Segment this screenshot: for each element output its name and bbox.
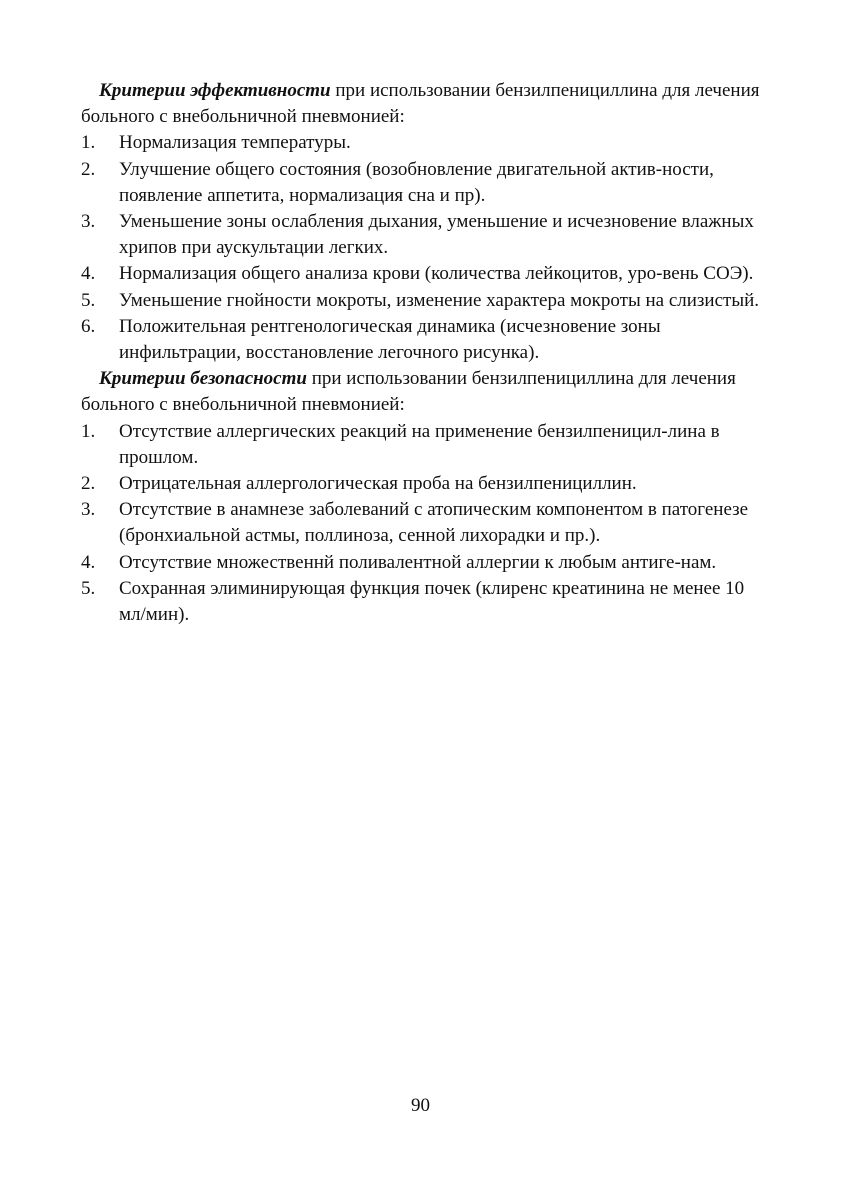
list-item-number: 1. (81, 132, 96, 154)
page-body (81, 78, 761, 628)
list-item (81, 288, 761, 314)
list-item (81, 130, 761, 156)
list-item (81, 497, 761, 549)
list-item (81, 550, 761, 576)
safety-criteria-intro-text: при использовании бензилпенициллина для лечения больного с внебольничной пневмонией: (81, 368, 736, 416)
efficacy-criteria-intro-text: при использовании бензилпенициллина для лечения больного с внебольничной пневмонией: (81, 80, 760, 128)
list-item-text: Уменьшение зоны ослабления дыхания, уменьшение и исчезновение влажных хрипов при аускультации легких. (119, 211, 754, 259)
list-item-number: 5. (81, 577, 96, 599)
list-item-number: 2. (81, 473, 96, 495)
list-item-text: Нормализация температуры. (119, 132, 351, 154)
list-item (81, 209, 761, 261)
list-item-number: 2. (81, 158, 96, 180)
list-item-text: Улучшение общего состояния (возобновление двигательной актив-ности, появление аппетита, нормализация сна и пр). (119, 158, 714, 206)
list-item-number: 3. (81, 211, 96, 233)
list-item (81, 419, 761, 471)
list-item-text: Нормализация общего анализа крови (количества лейкоцитов, уро-вень СОЭ). (119, 263, 754, 285)
list-item (81, 261, 761, 287)
page-number: 90 (411, 1095, 430, 1116)
list-item-text: Сохранная элиминирующая функция почек (клиренс креатинина не менее 10 мл/мин). (119, 577, 745, 626)
list-item-number: 4. (81, 551, 96, 573)
list-item-text: Отсутствие множественнй поливалентной аллергии к любым антиге-нам. (119, 551, 717, 573)
safety-criteria-term: Критерии безопасности (99, 368, 307, 390)
list-item (81, 314, 761, 366)
safety-criteria-intro (81, 366, 761, 418)
list-item-text: Отсутствие аллергических реакций на применение бензилпеницил-лина в прошлом. (119, 420, 720, 468)
list-item (81, 157, 761, 209)
list-item-text: Уменьшение гнойности мокроты, изменение характера мокроты на слизистый. (119, 289, 759, 311)
list-item-text: Положительная рентгенологическая динамика (исчезновение зоны инфильтрации, восстановление легочного рисунка). (119, 315, 661, 364)
efficacy-criteria-list (81, 130, 761, 366)
efficacy-criteria-intro (81, 78, 761, 130)
list-item-text: Отрицательная аллергологическая проба на бензилпенициллин. (119, 473, 637, 495)
list-item (81, 471, 761, 497)
efficacy-criteria-term: Критерии эффективности (99, 80, 331, 101)
list-item-number: 6. (81, 315, 96, 337)
list-item-number: 4. (81, 263, 96, 285)
safety-criteria-list (81, 419, 761, 629)
list-item-number: 3. (81, 499, 96, 521)
list-item-number: 1. (81, 420, 96, 442)
list-item-text: Отсутствие в анамнезе заболеваний с атопическим компонентом в патогенезе (бронхиальной астмы, поллиноза, сенной лихорадки и пр.). (119, 499, 749, 547)
list-item (81, 576, 761, 628)
list-item-number: 5. (81, 289, 96, 311)
